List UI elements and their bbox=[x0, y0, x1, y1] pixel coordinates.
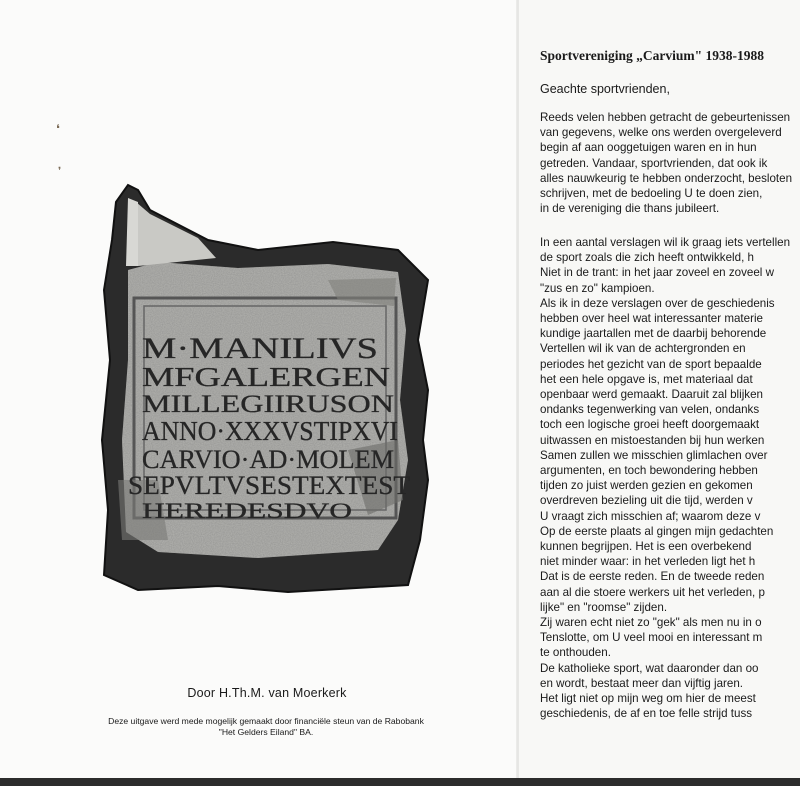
text-line: In een aantal verslagen wil ik graag iets vertellen bbox=[540, 236, 791, 249]
text-line: uitwassen en mistoestanden bij hun werken bbox=[540, 433, 765, 447]
text-line: aan al die stoere werkers uit het verleden, p bbox=[540, 585, 765, 599]
ink-speck: ❛ bbox=[56, 122, 60, 136]
text-line: tijden zo juist werden gezien en gekomen bbox=[540, 479, 753, 493]
text-line: het een hele opgave is, met materiaal dat bbox=[540, 372, 753, 386]
text-line: de sport zoals die zich heeft ontwikkeld, h bbox=[540, 251, 754, 265]
paragraph-intro bbox=[540, 110, 800, 216]
text-line: Dat is de eerste reden. En de tweede reden bbox=[540, 570, 765, 584]
text-line: kunnen begrijpen. Het is een overbekend bbox=[540, 540, 752, 554]
text-line: geschiedenis, de af en toe felle strijd tuss bbox=[540, 707, 753, 721]
text-line: De katholieke sport, wat daaronder dan oo bbox=[540, 661, 759, 675]
author-credit: Door H.Th.M. van Moerkerk bbox=[187, 686, 347, 700]
inscription-line: M·MANILIVS bbox=[142, 332, 378, 365]
page-heading: Sportvereniging „Carvium" 1938-1988 bbox=[540, 48, 764, 63]
inscription-line: ANNO·XXXVSTIPXVI bbox=[142, 416, 399, 446]
text-line: Zij waren echt niet zo "gek" als men nu in o bbox=[540, 616, 762, 630]
text-line: ondanks tegenwerking van velen, ondanks bbox=[540, 403, 760, 417]
text-line: openbaar werd gemaakt. Daaruit zal blijken bbox=[540, 388, 763, 402]
text-line: van gegevens, welke ons werden overgeleverd bbox=[540, 126, 782, 140]
text-line: te onthouden. bbox=[540, 646, 611, 660]
text-line: getreden. Vandaar, sportvrienden, dat ook ik bbox=[540, 156, 768, 170]
text-line: Als ik in deze verslagen over de geschiedenis bbox=[540, 296, 775, 310]
text-line: kundige jaartallen met de daarbij behorende bbox=[540, 327, 767, 341]
text-line: schrijven, met de bedoeling U te doen zien, bbox=[540, 187, 763, 201]
text-line: Op de eerste plaats al gingen mijn gedachten bbox=[540, 524, 774, 538]
text-line: begin af aan ooggetuigen waren en in hun bbox=[540, 141, 757, 155]
text-line: periodes het gezicht van de sport bepaalde bbox=[540, 357, 762, 371]
text-line: Vertellen wil ik van de achtergronden en bbox=[540, 342, 746, 356]
paragraph-body bbox=[540, 235, 800, 722]
text-line: in de vereniging die thans jubileert. bbox=[540, 202, 720, 216]
text-line: toch een logische groei heeft doorgemaakt bbox=[540, 418, 760, 432]
text-line: alles nauwkeurig te hebben onderzocht, besloten bbox=[540, 171, 793, 185]
sponsor-credit bbox=[40, 716, 492, 738]
text-line: "zus en zo" kampioen. bbox=[540, 281, 655, 295]
ink-speck: ❜ bbox=[58, 166, 62, 177]
text-line: lijke" en "roomse" zijden. bbox=[540, 600, 668, 614]
salutation: Geachte sportvrienden, bbox=[540, 82, 670, 96]
text-line: Samen zullen we misschien glimlachen over bbox=[540, 448, 768, 462]
text-line: Tenslotte, om U veel mooi en interessant m bbox=[540, 631, 763, 645]
inscription-line: HEREDESDVO bbox=[142, 498, 352, 523]
text-line: en wordt, bestaat meer dan vijftig jaren. bbox=[540, 676, 743, 690]
text-line: argumenten, en toch bewondering hebben bbox=[540, 464, 758, 478]
text-line: U vraagt zich misschien af; waarom deze v bbox=[540, 509, 761, 523]
roman-tombstone-photo bbox=[98, 180, 436, 600]
sponsor-credit-line: "Het Gelders Eiland" BA. bbox=[218, 727, 314, 737]
scan-bottom-edge bbox=[0, 778, 800, 786]
inscription-line: SEPVLTVSESTEXTEST bbox=[128, 471, 411, 500]
inscription-line: MILLEGIIRUSON bbox=[142, 391, 394, 418]
text-line: niet minder waar: in het verleden ligt het h bbox=[540, 555, 756, 569]
text-line: hebben over heel wat interessanter materie bbox=[540, 312, 763, 326]
inscription-line: CARVIO·AD·MOLEM bbox=[142, 445, 394, 474]
text-line: Het ligt niet op mijn weg om hier de meest bbox=[540, 692, 756, 706]
text-line: Reeds velen hebben getracht de gebeurtenissen bbox=[540, 111, 791, 124]
inscription-line: MFGALERGEN bbox=[142, 362, 390, 392]
text-line: Niet in de trant: in het jaar zoveel en zoveel w bbox=[540, 266, 774, 280]
sponsor-credit-line: Deze uitgave werd mede mogelijk gemaakt door financiële steun van de Rabobank bbox=[108, 716, 424, 726]
text-line: overdreven bezieling uit die tijd, werden v bbox=[540, 494, 753, 508]
